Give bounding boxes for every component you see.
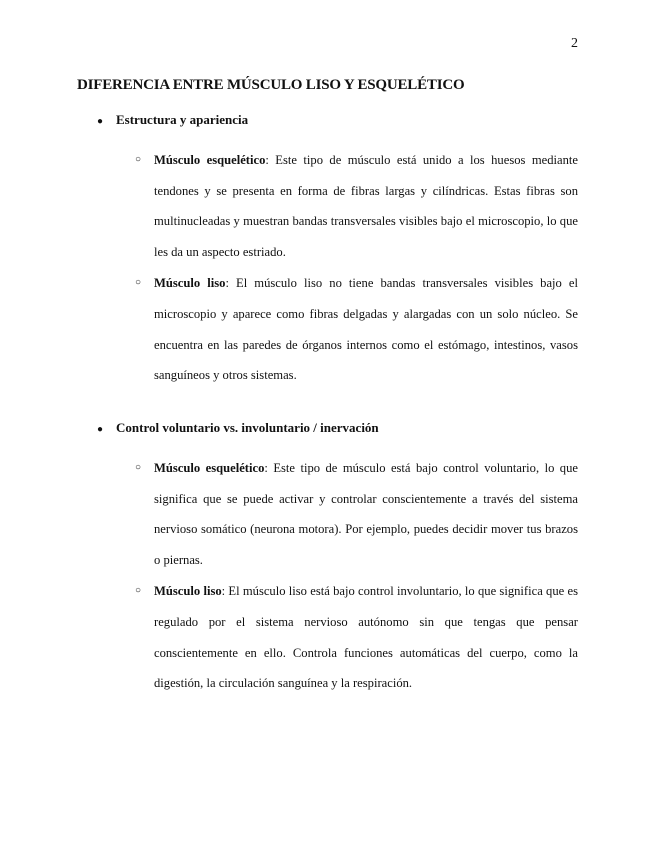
section-heading-text: Estructura y apariencia — [116, 112, 249, 127]
item-text: : El músculo liso no tiene bandas transversales visibles bajo el microscopio y aparece como fibras delgadas y alargadas con un solo núcleo. Se encuentra en las paredes de órganos internos como el estómago, intestinos, vasos sanguíneos y otros sistemas. — [154, 276, 578, 383]
bullet-hollow-icon: ○ — [135, 277, 142, 289]
term-label: Músculo liso — [154, 584, 222, 599]
term-label: Músculo esquelético — [154, 153, 266, 167]
bullet-filled-icon: ● — [97, 424, 104, 435]
page-number: 2 — [571, 36, 578, 51]
list-item — [97, 268, 578, 390]
item-text: : Este tipo de músculo está bajo control voluntario, lo que significa que se puede activar y controlar conscientemente a través del sistema nervioso somático (neurona motora). Por ejemplo, puedes decidir mover tus brazos o piernas. — [154, 461, 578, 567]
section-heading — [97, 420, 578, 440]
section-heading-text: Control voluntario vs. involuntario / inervación — [116, 420, 379, 435]
section-structure — [97, 112, 578, 392]
bullet-hollow-icon: ○ — [135, 154, 142, 165]
list-item — [97, 453, 578, 575]
list-item — [97, 145, 578, 267]
item-text: : Este tipo de músculo está unido a los huesos mediante tendones y se presenta en forma de fibras largas y cilíndricas. Estas fibras son multinucleadas y muestran bandas transversales visibles bajo el microscopio, lo que les da un aspecto estriado. — [154, 153, 578, 259]
bullet-hollow-icon: ○ — [135, 585, 142, 597]
bullet-hollow-icon: ○ — [135, 462, 142, 473]
sub-list — [97, 145, 578, 391]
term-label: Músculo liso — [154, 276, 226, 291]
list-item — [97, 576, 578, 698]
term-label: Músculo esquelético — [154, 461, 265, 475]
section-heading — [97, 112, 578, 132]
document-title: DIFERENCIA ENTRE MÚSCULO LISO Y ESQUELÉTICO — [77, 77, 465, 93]
item-text: : El músculo liso está bajo control involuntario, lo que significa que es regulado por el sistema nervioso autónomo sin que tengas que pensar conscientemente en ello. Controla funciones automáticas del cuerpo, como la digestión, la circulación sanguínea y la respiración. — [154, 584, 578, 691]
bullet-filled-icon: ● — [97, 116, 104, 127]
sub-list — [97, 453, 578, 699]
section-control — [97, 420, 578, 700]
